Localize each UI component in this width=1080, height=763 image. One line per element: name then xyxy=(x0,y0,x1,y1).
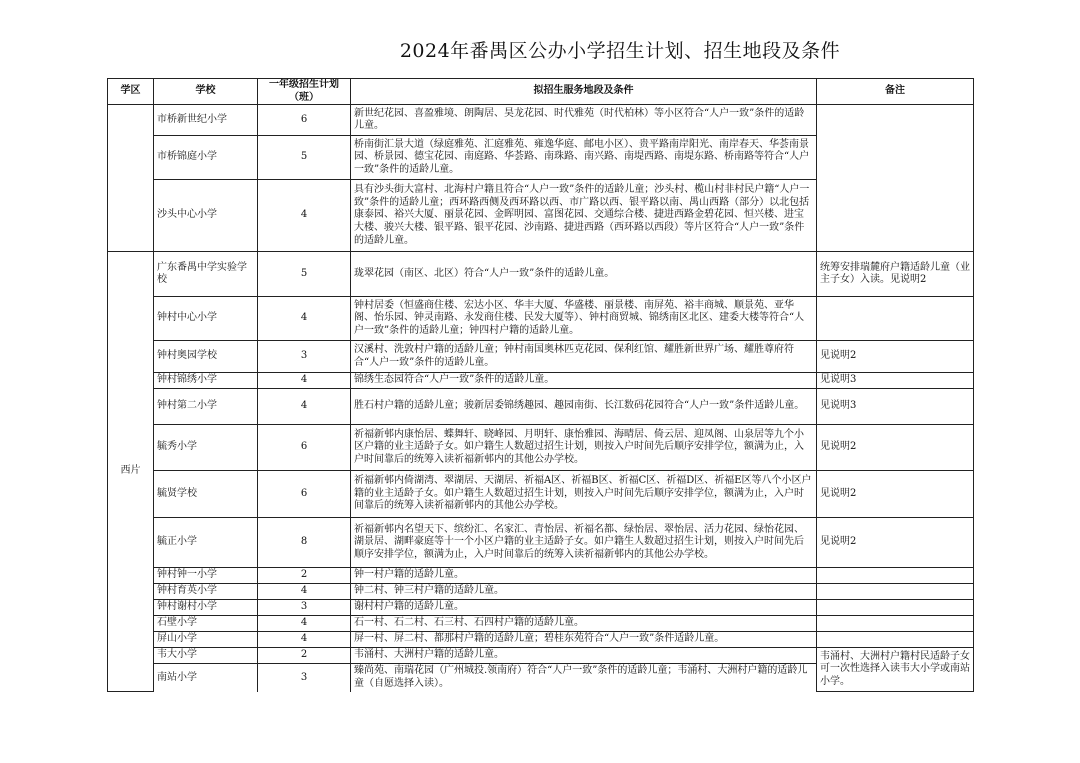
table-row xyxy=(108,518,974,568)
note xyxy=(817,584,974,600)
school-name: 市桥新世纪小学 xyxy=(154,105,258,136)
table-row xyxy=(108,389,974,425)
table-row xyxy=(108,600,974,616)
enrollment-conditions: 桥南街汇景大道（绿庭雅苑、汇庭雅苑、雍逸华庭、邮电小区）、贵平路南岸阳光、南岸春天、华荟南景园、桥景园、德宝花园、南庭路、华荟路、南珠路、南兴路、南堤西路、南堤东路、桥南路等符合“人户一致”条件的适龄儿童。 xyxy=(351,136,817,180)
enrollment-conditions: 钟村居委（恒盛商住楼、宏达小区、华丰大厦、华盛楼、丽景楼、南屏苑、裕丰商城、顺景苑、亚华阁、怡乐园、钟灵南路、永发商住楼、民发大厦等）、钟村商贸城、锦绣南区北区、建委大楼等符合“人户一致”条件的适龄儿童；钟四村户籍的适龄儿童。 xyxy=(351,297,817,341)
enrollment-conditions: 韦涌村、大洲村户籍的适龄儿童。 xyxy=(351,648,817,664)
shared-note: 韦涌村、大洲村户籍村民适龄子女可一次性选择入读韦大小学或南站小学。 xyxy=(817,648,974,692)
header-row xyxy=(108,79,974,105)
school-name: 南站小学 xyxy=(154,664,258,692)
enrollment-table xyxy=(107,78,974,692)
note: 见说明2 xyxy=(817,425,974,471)
enrollment-conditions: 祈福新邨内康怡居、蝶舞轩、晓峰园、月明轩、康怡雅园、海晴居、倚云居、迎凤阁、山泉居等九个小区户籍的业主适龄子女。如户籍生人数超过招生计划，则按入户时间先后顺序安排学位，额满为止，入户时间靠后的统筹入读祈福新邨内的其他公办学校。 xyxy=(351,425,817,471)
note: 见说明2 xyxy=(817,471,974,518)
enrollment-conditions: 锦绣生态园符合“人户一致”条件的适龄儿童。 xyxy=(351,373,817,389)
enrollment-conditions: 钟二村、钟三村户籍的适龄儿童。 xyxy=(351,584,817,600)
plan-classes: 4 xyxy=(258,373,351,389)
plan-classes: 4 xyxy=(258,616,351,632)
plan-classes: 4 xyxy=(258,297,351,341)
table-row xyxy=(108,584,974,600)
plan-classes: 4 xyxy=(258,389,351,425)
school-name: 毓秀小学 xyxy=(154,425,258,471)
header-school: 学校 xyxy=(154,79,258,105)
enrollment-conditions: 钟一村户籍的适龄儿童。 xyxy=(351,568,817,584)
school-name: 钟村中心小学 xyxy=(154,297,258,341)
plan-classes: 4 xyxy=(258,180,351,252)
enrollment-conditions: 石一村、石二村、石三村、石四村户籍的适龄儿童。 xyxy=(351,616,817,632)
enrollment-conditions: 祈福新邨内名望天下、缤纷汇、名家汇、青怡居、祈福名都、绿怡居、翠怡居、活力花园、绿怡花园、湖景居、湖畔豪庭等十一个小区户籍的业主适龄子女。如户籍生人数超过招生计划，则按入户时间先后顺序安排学位，额满为止，入户时间靠后的统筹入读祈福新邨内的其他公办学校。 xyxy=(351,518,817,568)
plan-classes: 6 xyxy=(258,471,351,518)
school-name: 石壁小学 xyxy=(154,616,258,632)
enrollment-conditions: 具有沙头街大富村、北海村户籍且符合“人户一致”条件的适龄儿童；沙头村、榄山村非村民户籍“人户一致”条件的适龄儿童；西环路西侧及西环路以西、市广路以西、银平路以南、禺山西路（部分）以北包括康泰园、裕兴大厦、丽景花园、金晖明园、富图花园、交通综合楼、捷进西路金碧花园、恒兴楼、进宝大楼、骏兴大楼、银平路、银平花园、沙南路、捷进西路（西环路以西段）等片区符合“人户一致”条件的适龄儿童。 xyxy=(351,180,817,252)
enrollment-conditions: 胜石村户籍的适龄儿童；骏新居委锦绣趣园、趣园南街、长江数码花园符合“人户一致”条件适龄儿童。 xyxy=(351,389,817,425)
note: 见说明3 xyxy=(817,389,974,425)
table-row xyxy=(108,341,974,373)
district-cell-empty xyxy=(108,105,154,252)
district-name: 西片 xyxy=(108,252,154,692)
enrollment-conditions: 新世纪花园、喜盈雅境、朗陶居、昊龙花园、时代雅苑（时代柏林）等小区符合“人户一致”条件的适龄儿童。 xyxy=(351,105,817,136)
enrollment-conditions: 祈福新邨内倚湖湾、翠湖居、天湖居、祈福A区、祈福B区、祈福C区、祈福D区、祈福E区等八个小区户籍的业主适龄子女。如户籍生人数超过招生计划，则按入户时间先后顺序安排学位，额满为止，入户时间靠后的统筹入读祈福新邨内的其他公办学校。 xyxy=(351,471,817,518)
table-row xyxy=(108,373,974,389)
school-name: 屏山小学 xyxy=(154,632,258,648)
plan-classes: 2 xyxy=(258,568,351,584)
note xyxy=(817,616,974,632)
school-name: 钟村锦绣小学 xyxy=(154,373,258,389)
enrollment-conditions: 珑翠花园（南区、北区）符合“人户一致”条件的适龄儿童。 xyxy=(351,252,817,297)
plan-classes: 6 xyxy=(258,425,351,471)
school-name: 毓贤学校 xyxy=(154,471,258,518)
header-plan: 一年级招生计划（班） xyxy=(258,79,351,105)
plan-classes: 4 xyxy=(258,584,351,600)
plan-classes: 8 xyxy=(258,518,351,568)
table-row xyxy=(108,297,974,341)
enrollment-conditions: 臻尚苑、南瑞花园（广州城投.领南府）符合“人户一致”条件的适龄儿童；韦涌村、大洲村户籍的适龄儿童（自愿选择入读）。 xyxy=(351,664,817,692)
school-name: 钟村谢村小学 xyxy=(154,600,258,616)
school-name: 沙头中心小学 xyxy=(154,180,258,252)
school-name: 钟村奥园学校 xyxy=(154,341,258,373)
plan-classes: 5 xyxy=(258,252,351,297)
school-name: 韦大小学 xyxy=(154,648,258,664)
table-row xyxy=(108,648,974,664)
table-row xyxy=(108,471,974,518)
plan-classes: 3 xyxy=(258,341,351,373)
table-row xyxy=(108,616,974,632)
plan-classes: 6 xyxy=(258,105,351,136)
note: 见说明2 xyxy=(817,341,974,373)
plan-classes: 5 xyxy=(258,136,351,180)
school-name: 钟村第二小学 xyxy=(154,389,258,425)
plan-classes: 3 xyxy=(258,664,351,692)
school-name: 钟村钟一小学 xyxy=(154,568,258,584)
note: 见说明3 xyxy=(817,373,974,389)
table-row xyxy=(108,425,974,471)
page-title: 2024年番禺区公办小学招生计划、招生地段及条件 xyxy=(399,40,841,62)
header-conditions: 拟招生服务地段及条件 xyxy=(351,79,817,105)
enrollment-conditions: 汉溪村、洗敦村户籍的适龄儿童；钟村南国奥林匹克花园、保利红馆、耀胜新世界广场、耀胜尊府符合“人户一致”条件的适龄儿童。 xyxy=(351,341,817,373)
note xyxy=(817,568,974,584)
school-name: 广东番禺中学实验学校 xyxy=(154,252,258,297)
table-row xyxy=(108,632,974,648)
note-cell-empty xyxy=(817,105,974,252)
note xyxy=(817,297,974,341)
enrollment-conditions: 谢村村户籍的适龄儿童。 xyxy=(351,600,817,616)
school-name: 钟村育英小学 xyxy=(154,584,258,600)
header-notes: 备注 xyxy=(817,79,974,105)
school-name: 市桥锦庭小学 xyxy=(154,136,258,180)
note xyxy=(817,632,974,648)
enrollment-conditions: 屏一村、屏二村、都那村户籍的适龄儿童；碧桂东苑符合“人户一致”条件适龄儿童。 xyxy=(351,632,817,648)
note xyxy=(817,600,974,616)
table-row xyxy=(108,105,974,136)
note: 统筹安排瑞麓府户籍适龄儿童（业主子女）入读。见说明2 xyxy=(817,252,974,297)
table-row xyxy=(108,252,974,297)
header-district: 学区 xyxy=(108,79,154,105)
plan-classes: 3 xyxy=(258,600,351,616)
table-row xyxy=(108,568,974,584)
plan-classes: 2 xyxy=(258,648,351,664)
school-name: 毓正小学 xyxy=(154,518,258,568)
plan-classes: 4 xyxy=(258,632,351,648)
note: 见说明2 xyxy=(817,518,974,568)
